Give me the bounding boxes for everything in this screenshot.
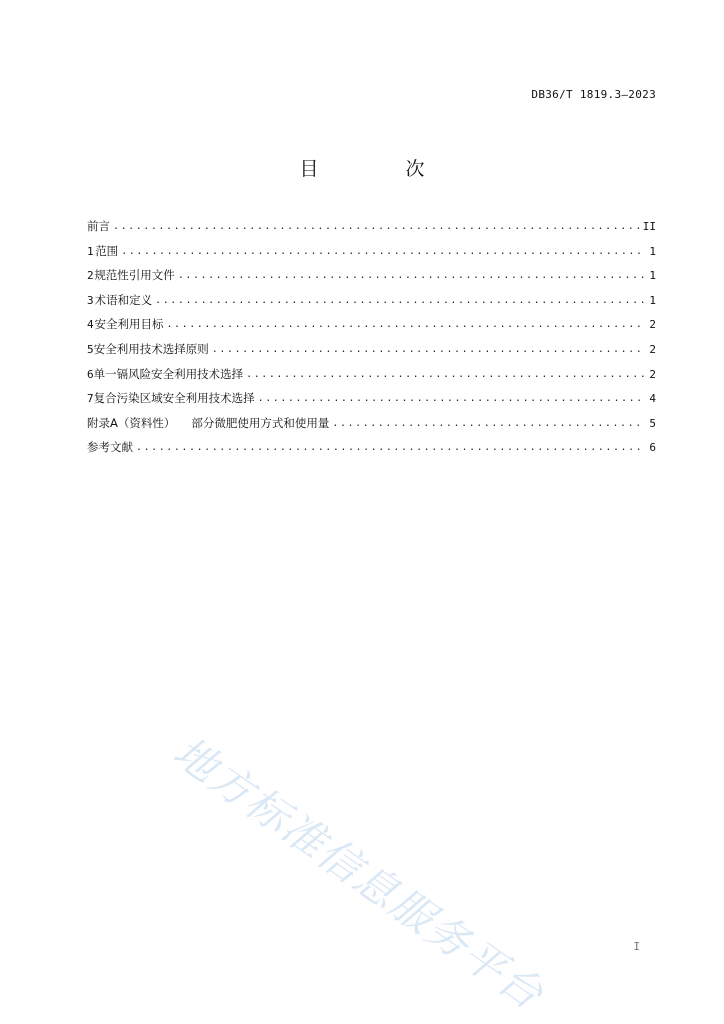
toc-page-number: 1 <box>649 244 656 258</box>
toc-leader-dots <box>258 393 645 404</box>
toc-entry-compound-pollution[interactable] <box>87 390 656 415</box>
toc-entry-title: 复合污染区域安全利用技术选择 <box>93 391 255 406</box>
toc-page-number: II <box>642 220 656 233</box>
toc-entry-normative-references[interactable] <box>87 267 656 292</box>
toc-section-number: 7 <box>87 392 94 406</box>
toc-page-number: 5 <box>649 416 656 430</box>
toc-entry-title: 安全利用技术选择原则 <box>93 341 209 356</box>
toc-section-number: 5 <box>87 342 94 356</box>
standard-code: DB36/T 1819.3—2023 <box>531 88 656 101</box>
toc-entry-title: 规范性引用文件 <box>94 268 175 283</box>
toc-section-number: 2 <box>87 269 94 283</box>
toc-entry-appendix-a[interactable] <box>87 415 656 440</box>
toc-section-number: 3 <box>87 293 94 307</box>
toc-page-number: 2 <box>649 367 656 381</box>
toc-section-number: 4 <box>87 318 94 332</box>
toc-section-number: 1 <box>87 244 94 258</box>
toc-page-number: 6 <box>649 441 656 455</box>
toc-entry-title: 安全利用目标 <box>94 317 164 332</box>
toc-section-number: 6 <box>87 367 94 381</box>
toc-page-number: 1 <box>649 293 656 307</box>
toc-leader-dots <box>121 246 645 257</box>
toc-leader-dots <box>332 418 645 429</box>
toc-leader-dots <box>212 344 645 355</box>
toc-entry-terms-definitions[interactable] <box>87 292 656 317</box>
toc-entry-selection-principles[interactable] <box>87 341 656 366</box>
toc-leader-dots <box>246 369 645 380</box>
toc-entry-bibliography[interactable] <box>87 439 656 464</box>
toc-leader-dots <box>155 295 645 306</box>
toc-entry-safe-use-targets[interactable] <box>87 316 656 341</box>
toc-page-number: 4 <box>649 392 656 406</box>
toc-title: 目 次 <box>299 158 459 180</box>
toc-leader-dots <box>178 270 645 281</box>
appendix-label: 附录A（资料性） <box>87 415 176 430</box>
toc-page-number: 2 <box>649 342 656 356</box>
table-of-contents <box>87 218 656 464</box>
toc-entry-title: 前言 <box>87 219 110 233</box>
toc-entry-scope[interactable] <box>87 243 656 268</box>
toc-entry-title: 参考文献 <box>87 440 133 455</box>
toc-entry-title: 单一镉风险安全利用技术选择 <box>93 366 244 381</box>
toc-entry-foreword[interactable] <box>87 218 656 243</box>
toc-page-number: 1 <box>649 269 656 283</box>
toc-entry-title: 术语和定义 <box>94 292 153 307</box>
toc-leader-dots <box>113 221 640 232</box>
toc-leader-dots <box>166 319 645 330</box>
appendix-title: 部分微肥使用方式和使用量 <box>191 415 330 430</box>
footer-page-number: I <box>633 940 640 953</box>
toc-entry-title <box>87 415 329 431</box>
toc-leader-dots <box>136 442 645 453</box>
toc-entry-cadmium-risk[interactable] <box>87 366 656 391</box>
toc-page-number: 2 <box>649 318 656 332</box>
watermark-text: 地方标准信息服务平台 <box>164 726 554 1020</box>
toc-entry-title: 范围 <box>95 243 119 258</box>
